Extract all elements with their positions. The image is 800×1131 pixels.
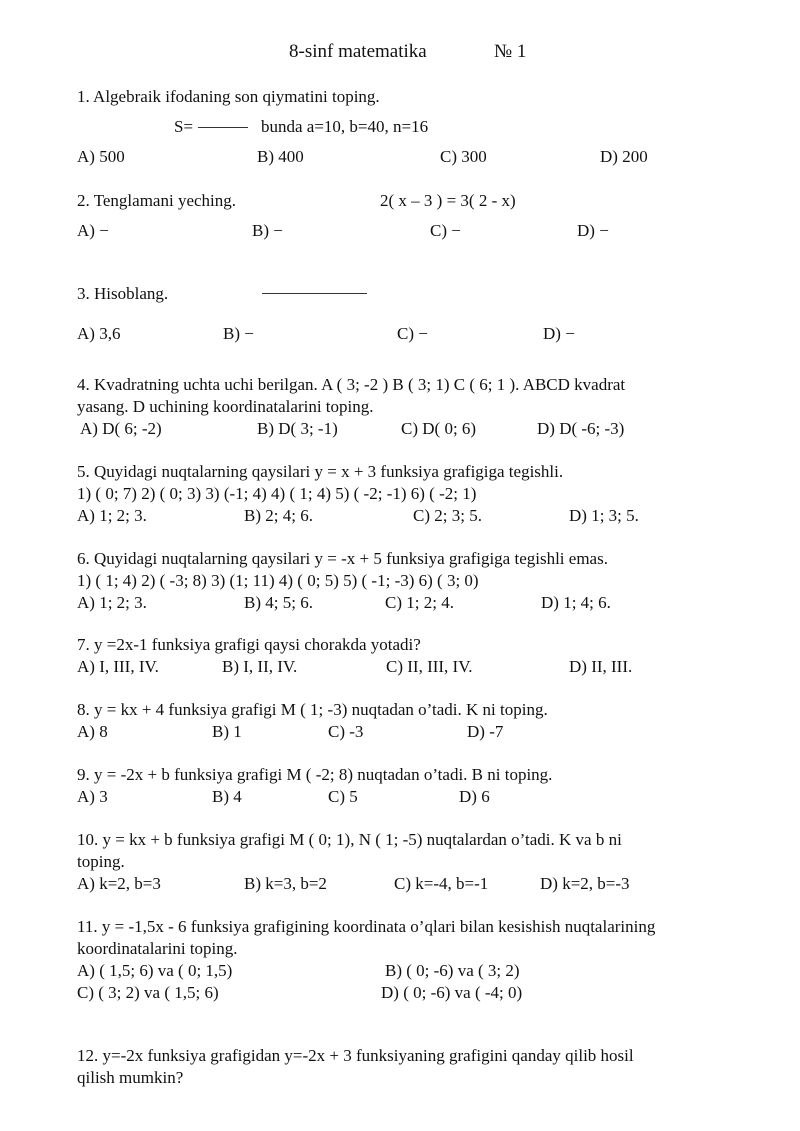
q9-answer-d: D) 6 — [459, 787, 490, 806]
q1-answer-a: A) 500 — [77, 147, 125, 166]
question-3: 3. Hisoblang. — [77, 284, 169, 303]
question-7: 7. y =2x-1 funksiya grafigi qaysi chorakda yotadi? — [77, 635, 421, 654]
q6-answer-a: A) 1; 2; 3. — [77, 593, 147, 612]
q2-answer-c: C) − — [430, 221, 461, 240]
question-6-line-1: 6. Quyidagi nuqtalarning qaysilari y = -x + 5 funksiya grafigiga tegishli emas. — [77, 549, 608, 568]
q11-answer-b: B) ( 0; -6) va ( 3; 2) — [385, 961, 520, 980]
q8-answer-a: A) 8 — [77, 722, 108, 741]
q10-answer-c: C) k=-4, b=-1 — [394, 874, 489, 893]
question-2: 2. Tenglamani yeching. — [77, 191, 237, 210]
q5-answer-c: C) 2; 3; 5. — [413, 506, 482, 525]
q5-answer-d: D) 1; 3; 5. — [569, 506, 639, 525]
question-9: 9. y = -2x + b funksiya grafigi M ( -2; 8) nuqtadan o’tadi. B ni toping. — [77, 765, 553, 784]
q1-answer-c: C) 300 — [440, 147, 487, 166]
question-8: 8. y = kx + 4 funksiya grafigi M ( 1; -3) nuqtadan o’tadi. K ni toping. — [77, 700, 548, 719]
q9-answer-c: C) 5 — [328, 787, 358, 806]
q7-answer-c: C) II, III, IV. — [386, 657, 473, 676]
page-title: 8-sinf matematika — [289, 41, 427, 62]
question-11-line-1: 11. y = -1,5x - 6 funksiya grafigining koordinata o’qlari bilan kesishish nuqtalarining — [77, 917, 656, 936]
q6-points: 1) ( 1; 4) 2) ( -3; 8) 3) (1; 11) 4) ( 0; 5) 5) ( -1; -3) 6) ( 3; 0) — [77, 571, 479, 590]
q3-fraction-line — [262, 293, 367, 294]
q2-answer-d: D) − — [577, 221, 609, 240]
q6-answer-c: C) 1; 2; 4. — [385, 593, 454, 612]
q8-answer-b: B) 1 — [212, 722, 242, 741]
q10-answer-d: D) k=2, b=-3 — [540, 874, 630, 893]
question-10-line-2: toping. — [77, 852, 125, 871]
question-10-line-1: 10. y = kx + b funksiya grafigi M ( 0; 1), N ( 1; -5) nuqtalardan o’tadi. K va b ni — [77, 830, 622, 849]
q6-answer-b: B) 4; 5; 6. — [244, 593, 313, 612]
q2-answer-a: A) − — [77, 221, 109, 240]
question-12-line-1: 12. y=-2x funksiya grafigidan y=-2x + 3 funksiyaning grafigini qanday qilib hosil — [77, 1046, 634, 1065]
q4-answer-a: A) D( 6; -2) — [80, 419, 162, 438]
q1-formula-rest: bunda a=10, b=40, n=16 — [261, 117, 429, 136]
q3-answer-a: A) 3,6 — [77, 324, 121, 343]
q1-fraction-line — [198, 127, 248, 128]
q5-answer-a: A) 1; 2; 3. — [77, 506, 147, 525]
q3-answer-c: C) − — [397, 324, 428, 343]
q5-points: 1) ( 0; 7) 2) ( 0; 3) 3) (-1; 4) 4) ( 1; 4) 5) ( -2; -1) 6) ( -2; 1) — [77, 484, 477, 503]
q8-answer-d: D) -7 — [467, 722, 504, 741]
question-4-line-2: yasang. D uchining koordinatalarini toping. — [77, 397, 374, 416]
q1-answer-d: D) 200 — [600, 147, 648, 166]
q7-answer-a: A) I, III, IV. — [77, 657, 159, 676]
q1-formula-lhs: S= — [174, 117, 194, 136]
q11-answer-c: C) ( 3; 2) va ( 1,5; 6) — [77, 983, 219, 1002]
q4-answer-b: B) D( 3; -1) — [257, 419, 338, 438]
q2-equation: 2( x – 3 ) = 3( 2 - x) — [380, 191, 516, 210]
q11-answer-a: A) ( 1,5; 6) va ( 0; 1,5) — [77, 961, 233, 980]
q3-answer-b: B) − — [223, 324, 254, 343]
q4-answer-d: D) D( -6; -3) — [537, 419, 625, 438]
q2-answer-b: B) − — [252, 221, 283, 240]
question-1: 1. Algebraik ifodaning son qiymatini toping. — [77, 87, 380, 106]
q6-answer-d: D) 1; 4; 6. — [541, 593, 611, 612]
q3-answer-d: D) − — [543, 324, 575, 343]
question-11-line-2: koordinatalarini toping. — [77, 939, 238, 958]
q7-answer-d: D) II, III. — [569, 657, 633, 676]
question-5-line-1: 5. Quyidagi nuqtalarning qaysilari y = x + 3 funksiya grafigiga tegishli. — [77, 462, 564, 481]
question-12-line-2: qilish mumkin? — [77, 1068, 184, 1087]
q4-answer-c: C) D( 0; 6) — [401, 419, 477, 438]
test-number: № 1 — [494, 41, 527, 62]
q7-answer-b: B) I, II, IV. — [222, 657, 298, 676]
q5-answer-b: B) 2; 4; 6. — [244, 506, 313, 525]
q9-answer-a: A) 3 — [77, 787, 108, 806]
q8-answer-c: C) -3 — [328, 722, 364, 741]
q10-answer-a: A) k=2, b=3 — [77, 874, 161, 893]
q11-answer-d: D) ( 0; -6) va ( -4; 0) — [381, 983, 523, 1002]
q1-answer-b: B) 400 — [257, 147, 304, 166]
q9-answer-b: B) 4 — [212, 787, 242, 806]
question-4-line-1: 4. Kvadratning uchta uchi berilgan. A ( 3; -2 ) B ( 3; 1) C ( 6; 1 ). ABCD kvadrat — [77, 375, 626, 394]
q10-answer-b: B) k=3, b=2 — [244, 874, 327, 893]
